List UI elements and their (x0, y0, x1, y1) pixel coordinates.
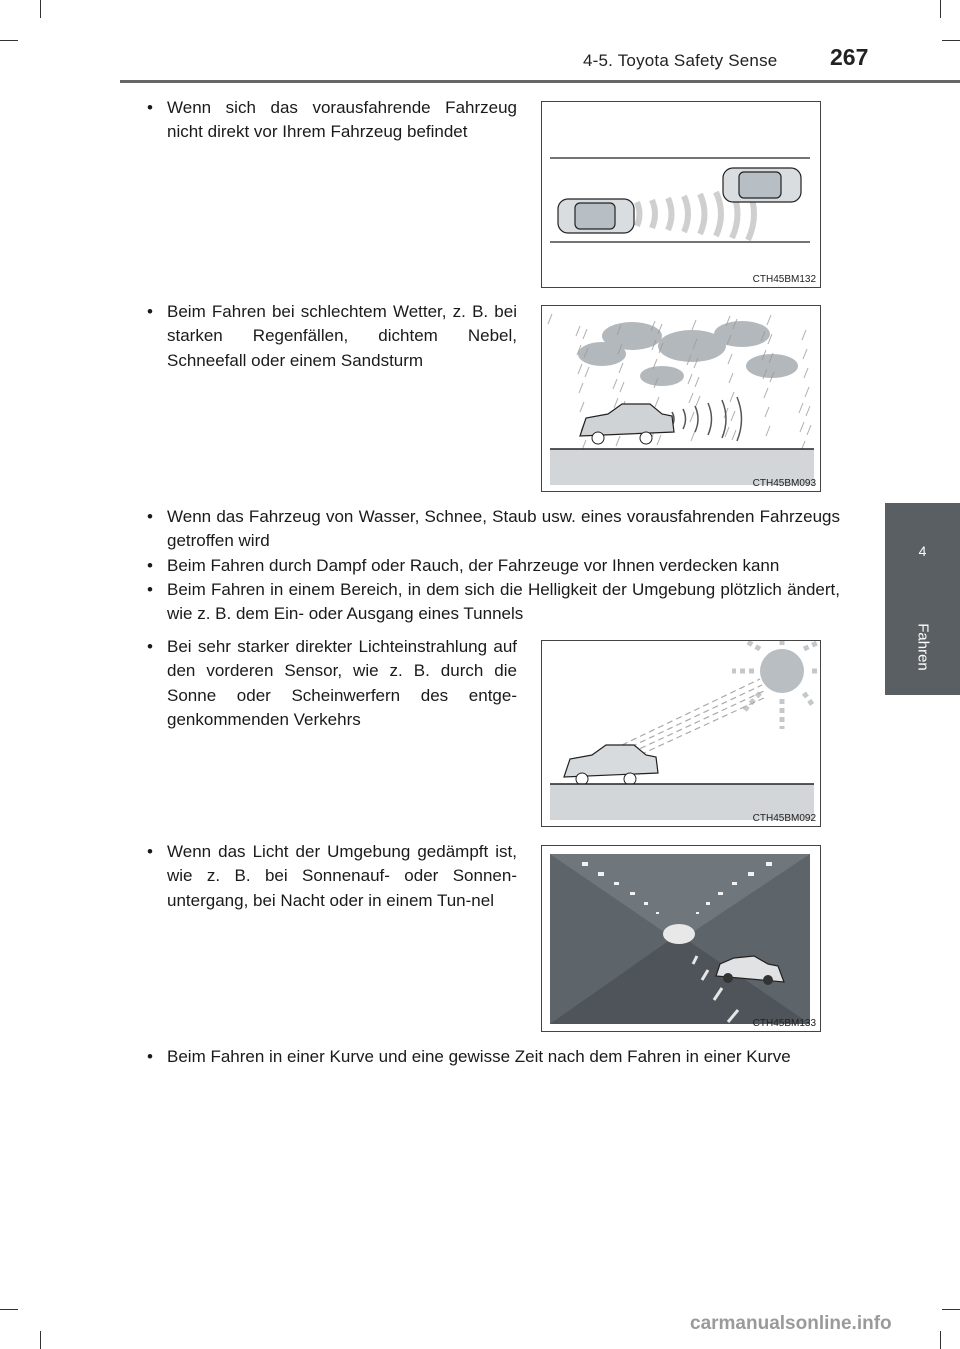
list-item-text: Beim Fahren in einer Kurve und eine gewisse Zeit nach dem Fahren in einer Kurve (167, 1047, 791, 1066)
crop-mark (940, 0, 941, 18)
crop-mark (40, 0, 41, 18)
crop-mark (940, 1331, 941, 1349)
list-item (147, 840, 517, 913)
crop-mark (942, 40, 960, 41)
tunnel-illustration (542, 846, 821, 1032)
crop-mark (0, 40, 18, 41)
list-item-text: Wenn das Licht der Umgebung gedämpft ist, wie z. B. bei Sonnenauf- oder Sonnen-untergang, bei Nacht oder in einem Tun-nel (167, 842, 517, 910)
page-number: 267 (830, 44, 869, 70)
list-item-text: Beim Fahren durch Dampf oder Rauch, der Fahrzeuge vor Ihnen verdecken kann (167, 556, 780, 575)
figure-tunnel (541, 845, 821, 1032)
sunlight-illustration (542, 641, 821, 827)
crop-mark (942, 1309, 960, 1310)
figure-bad-weather (541, 305, 821, 492)
list-item (147, 1045, 840, 1069)
header-rule (120, 80, 960, 83)
list-item (147, 635, 517, 732)
list-item-text: Beim Fahren in einem Bereich, in dem sich die Helligkeit der Umgebung plötzlich ändert, wie z. B. dem Ein- oder Ausgang eines Tunnels (167, 580, 840, 624)
chapter-number: 4 (918, 543, 927, 559)
list-item (147, 554, 840, 578)
figure-code: CTH45BM132 (752, 274, 816, 285)
bullet-marker: • (147, 842, 153, 861)
bullet-marker: • (147, 580, 153, 599)
list-item (147, 505, 840, 554)
crop-mark (40, 1331, 41, 1349)
list-item-text: Bei sehr starker direkter Lichteinstrahlung auf den vorderen Sensor, wie z. B. durch die Sonne oder Scheinwerfern des entge-genkommenden Verkehrs (167, 637, 517, 729)
list-item-text: Wenn sich das vorausfahrende Fahrzeug nicht direkt vor Ihrem Fahrzeug befindet (167, 98, 517, 142)
figure-code: CTH45BM092 (752, 813, 816, 824)
list-item-text: Wenn das Fahrzeug von Wasser, Schnee, Staub usw. eines vorausfahrenden Fahrzeugs getroffen wird (167, 507, 840, 551)
bullet-marker: • (147, 556, 153, 575)
bullet-marker: • (147, 98, 153, 117)
figure-code: CTH45BM133 (752, 1018, 816, 1029)
chapter-tab (885, 503, 960, 598)
crop-mark (0, 1309, 18, 1310)
bullet-marker: • (147, 1047, 153, 1066)
offset-vehicle-illustration (542, 102, 821, 288)
figure-sunlight (541, 640, 821, 827)
figure-code: CTH45BM093 (752, 478, 816, 489)
bullet-marker: • (147, 637, 153, 656)
bad-weather-illustration (542, 306, 821, 492)
bullet-marker: • (147, 507, 153, 526)
watermark: carmanualsonline.info (690, 1313, 892, 1334)
list-item-text: Beim Fahren bei schlechtem Wetter, z. B. bei starken Regenfällen, dichtem Nebel, Schneefall oder einem Sandsturm (167, 302, 517, 370)
chapter-label-tab (885, 598, 960, 695)
chapter-label: Fahren (914, 622, 931, 671)
list-item (147, 578, 840, 627)
section-title: 4-5. Toyota Safety Sense (583, 51, 778, 70)
bullet-marker: • (147, 302, 153, 321)
list-item (147, 300, 517, 373)
figure-offset-vehicle (541, 101, 821, 288)
list-item (147, 96, 517, 145)
